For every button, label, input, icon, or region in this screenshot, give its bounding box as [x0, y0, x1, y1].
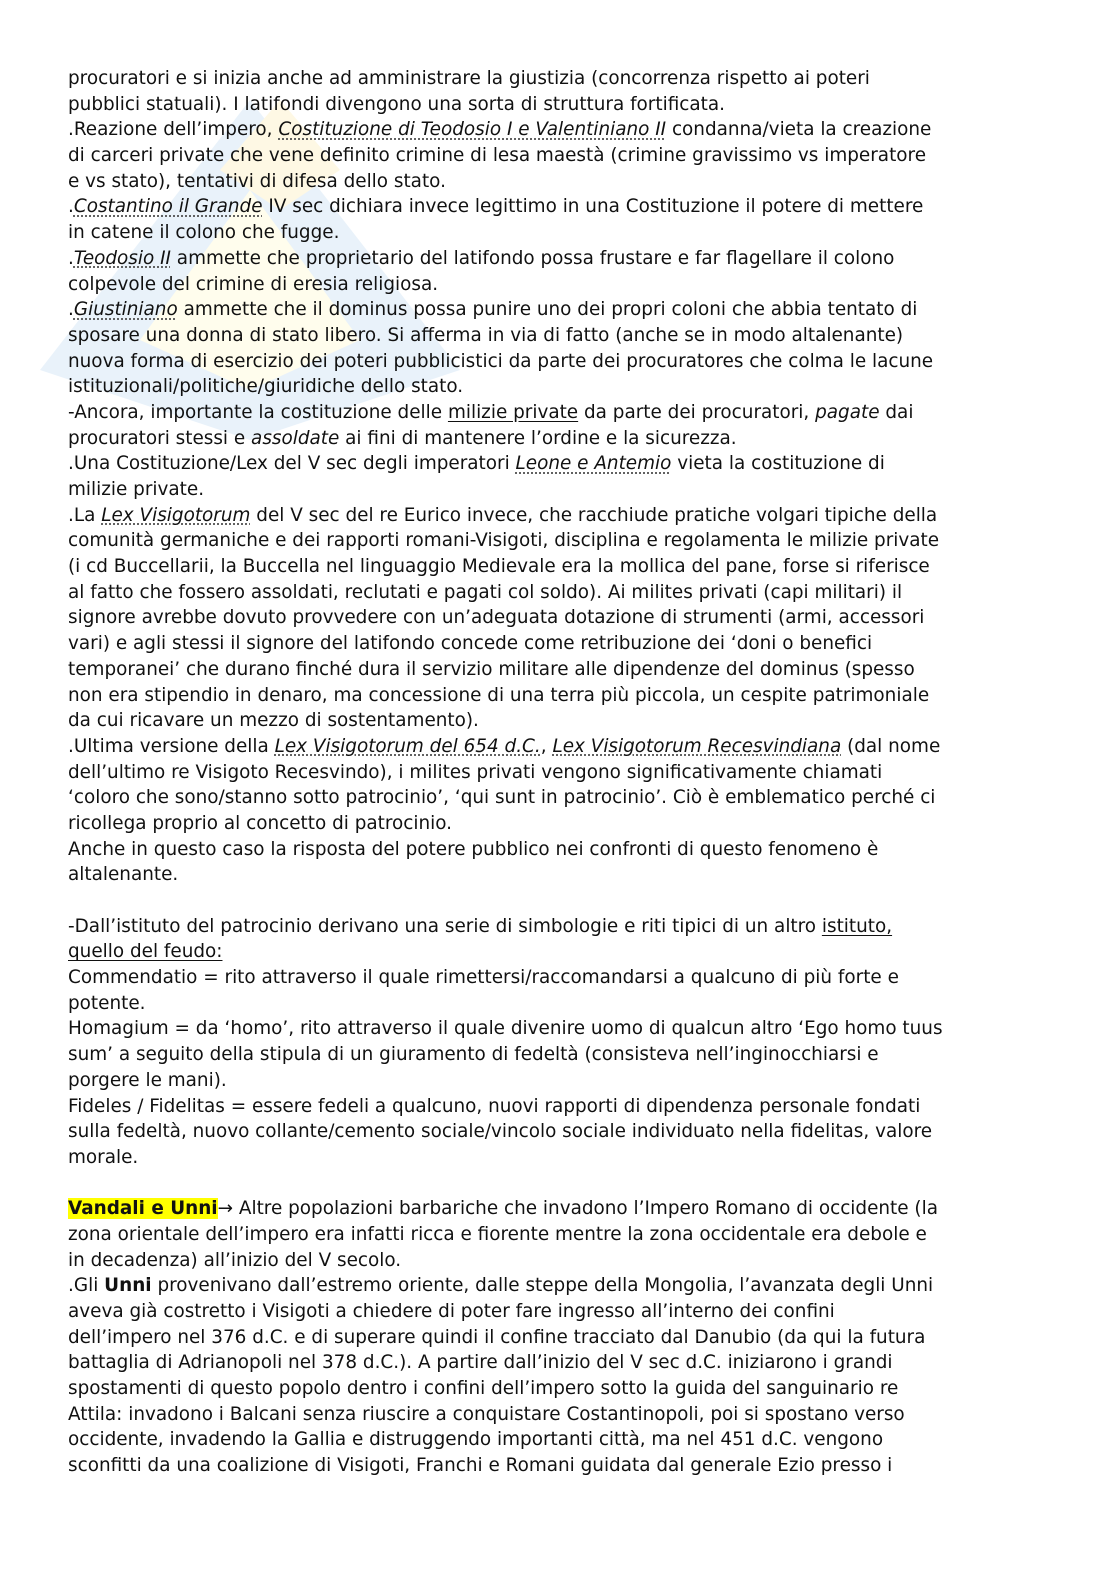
text-line: [68, 785, 1058, 811]
text-line: [68, 760, 1058, 786]
text-span: vari) e agli stessi il signore del latifondo concede come retribuzione dei ‘doni o benefici: [68, 633, 873, 655]
document-body: [68, 66, 1058, 1479]
text-span: dai: [879, 401, 914, 423]
text-span: nuova forma di esercizio dei poteri pubblicistici da parte dei procuratores che colma le lacune: [68, 350, 934, 372]
text-line: [68, 1350, 1058, 1376]
text-span: ‘coloro che sono/stanno sotto patrocinio’, ‘qui sunt in patrocinio’. Ciò è emblematico perché ci: [68, 787, 936, 809]
underlined-text: milizie private: [447, 401, 579, 423]
text-span: dell’ultimo re Visigoto Recesvindo), i milites privati vengono significativamente chiamati: [68, 761, 883, 783]
text-line: [68, 1068, 1058, 1094]
text-line: [68, 708, 1058, 734]
text-line: [68, 451, 1058, 477]
text-line: [68, 1042, 1058, 1068]
highlighted-heading: Vandali e Unni: [68, 1198, 218, 1220]
text-line: [68, 272, 1058, 298]
text-line: [68, 349, 1058, 375]
text-span: .Ultima versione della: [68, 735, 275, 757]
text-span: (i cd Buccellarii, la Buccella nel linguaggio Medievale era la mollica del pane, forse si riferisce: [68, 556, 930, 578]
text-span: del V sec del re Eurico invece, che racchiude pratiche volgari tipiche della: [250, 504, 938, 526]
text-span: provenivano dall’estremo oriente, dalle steppe della Mongolia, l’avanzata degli Unni: [151, 1275, 934, 1297]
text-line: [68, 914, 1058, 940]
text-span: Commendatio = rito attraverso il quale rimettersi/raccomandarsi a qualcuno di più forte e: [68, 967, 899, 989]
text-span: temporanei’ che durano finché dura il servizio militare alle dipendenze del dominus (spesso: [68, 658, 915, 680]
text-span: altalenante.: [68, 864, 179, 886]
text-span: .: [68, 247, 74, 269]
italic-reference: Giustiniano: [73, 299, 178, 321]
text-span: di carceri private che vene definito crimine di lesa maestà (crimine gravissimo vs imperatore: [68, 145, 927, 167]
text-span: .Una Costituzione/Lex del V sec degli imperatori: [68, 453, 516, 475]
text-span: battaglia di Adrianopoli nel 378 d.C.). A partire dall’inizio del V sec d.C. iniziarono i grandi: [68, 1352, 893, 1374]
text-span: .Gli: [68, 1275, 105, 1297]
text-line: [68, 554, 1058, 580]
text-line: [68, 1094, 1058, 1120]
text-line: [68, 1196, 1058, 1222]
italic-reference: Leone e Antemio: [515, 453, 672, 475]
text-span: occidente, invadendo la Gallia e distruggendo importanti città, ma nel 451 d.C. vengono: [68, 1429, 884, 1451]
text-span: → Altre popolazioni barbariche che invadono l’Impero Romano di occidente (la: [217, 1198, 938, 1220]
text-span: istituzionali/politiche/giuridiche dello stato.: [68, 376, 464, 398]
text-line: [68, 683, 1058, 709]
text-line: [68, 965, 1058, 991]
text-span: Homagium = da ‘homo’, rito attraverso il quale divenire uomo di qualcun altro ‘Ego homo tuus: [68, 1018, 943, 1040]
bold-text: Unni: [104, 1275, 152, 1297]
emphasis-text: assoldate: [251, 427, 340, 449]
emphasis-text: pagate: [815, 401, 880, 423]
text-span: procuratori e si inizia anche ad amministrare la giustizia (concorrenza rispetto ai poteri: [68, 68, 870, 89]
text-span: comunità germaniche e dei rapporti romani-Visigoti, disciplina e regolamenta le milizie private: [68, 530, 940, 552]
text-span: zona orientale dell’impero era infatti ricca e fiorente mentre la zona occidentale era debole e: [68, 1223, 927, 1245]
text-line: [68, 66, 1058, 92]
text-span: potente.: [68, 992, 146, 1014]
text-span: in catene il colono che fugge.: [68, 222, 340, 244]
text-line: [68, 1222, 1058, 1248]
text-line: [68, 1248, 1058, 1274]
text-line: [68, 297, 1058, 323]
text-line: [68, 143, 1058, 169]
text-span: da parte dei procuratori,: [578, 401, 816, 423]
text-span: e vs stato), tentativi di difesa dello stato.: [68, 170, 446, 192]
text-span: Fideles / Fidelitas = essere fedeli a qualcuno, nuovi rapporti di dipendenza personale fondati: [68, 1095, 921, 1117]
text-line: [68, 246, 1058, 272]
text-span: aveva già costretto i Visigoti a chiedere di poter fare ingresso all’interno dei confini: [68, 1301, 835, 1322]
text-span: dell’impero nel 376 d.C. e di superare quindi il confine tracciato dal Danubio (da qui la futura: [68, 1326, 926, 1348]
text-span: morale.: [68, 1146, 139, 1168]
text-line: [68, 1119, 1058, 1145]
italic-reference: Lex Visigotorum del 654 d.C.: [274, 735, 541, 757]
text-line: [68, 939, 1058, 965]
text-span: milizie private.: [68, 479, 205, 500]
text-line: [68, 92, 1058, 118]
text-line: [68, 811, 1058, 837]
blank-line: [68, 888, 1058, 914]
text-line: [68, 580, 1058, 606]
text-span: pubblici statuali). I latifondi divengono una sorta di struttura fortificata.: [68, 93, 725, 115]
text-span: colpevole del crimine di eresia religiosa.: [68, 273, 439, 295]
underlined-text: istituto,: [821, 915, 893, 937]
text-line: [68, 503, 1058, 529]
blank-line: [68, 1171, 1058, 1197]
text-line: [68, 1273, 1058, 1299]
text-span: ammette che il dominus possa punire uno dei propri coloni che abbia tentato di: [177, 299, 918, 321]
text-line: [68, 657, 1058, 683]
text-line: [68, 117, 1058, 143]
text-line: [68, 1453, 1058, 1479]
text-line: [68, 528, 1058, 554]
underlined-text: quello del feudo:: [68, 941, 223, 963]
text-span: .: [68, 196, 74, 218]
italic-reference: Teodosio II: [73, 247, 171, 269]
text-span: -Ancora, importante la costituzione delle: [68, 401, 448, 423]
text-line: [68, 1376, 1058, 1402]
text-line: [68, 1325, 1058, 1351]
text-line: [68, 400, 1058, 426]
text-line: [68, 1427, 1058, 1453]
text-line: [68, 194, 1058, 220]
text-line: [68, 477, 1058, 503]
text-span: al fatto che fossero assoldati, reclutati e pagati col soldo). Ai milites privati (capi militari) il: [68, 581, 903, 603]
text-span: IV sec dichiara invece legittimo in una Costituzione il potere di mettere: [262, 196, 924, 218]
text-span: sum’ a seguito della stipula di un giuramento di fedeltà (consisteva nell’inginocchiarsi e: [68, 1044, 879, 1066]
text-span: .Reazione dell’impero,: [68, 119, 279, 141]
text-line: [68, 426, 1058, 452]
text-span: ricollega proprio al concetto di patrocinio.: [68, 812, 453, 834]
text-span: .: [68, 299, 74, 321]
text-span: sconfitti da una coalizione di Visigoti, Franchi e Romani guidata dal generale Ezio presso i: [68, 1455, 893, 1477]
text-span: porgere le mani).: [68, 1069, 227, 1091]
text-span: signore avrebbe dovuto provvedere con un’adeguata dotazione di strumenti (armi, accessori: [68, 607, 925, 629]
text-span: Attila: invadono i Balcani senza riuscire a conquistare Costantinopoli, poi si spostano verso: [68, 1403, 905, 1425]
text-line: [68, 1145, 1058, 1171]
text-span: -Dall’istituto del patrocinio derivano una serie di simbologie e riti tipici di un altro: [68, 915, 822, 937]
text-line: [68, 862, 1058, 888]
text-span: Anche in questo caso la risposta del potere pubblico nei confronti di questo fenomeno è: [68, 838, 879, 860]
text-span: .La: [68, 504, 102, 526]
text-span: sposare una donna di stato libero. Si afferma in via di fatto (anche se in modo altalenante): [68, 324, 904, 346]
text-line: [68, 605, 1058, 631]
text-line: [68, 374, 1058, 400]
italic-reference: Costituzione di Teodosio I e Valentiniano II: [278, 119, 667, 141]
text-span: spostamenti di questo popolo dentro i confini dell’impero sotto la guida del sanguinario re: [68, 1378, 899, 1400]
text-span: vieta la costituzione di: [671, 453, 885, 475]
text-line: [68, 1016, 1058, 1042]
italic-reference: Lex Visigotorum: [101, 504, 251, 526]
text-span: condanna/vieta la creazione: [666, 119, 932, 141]
text-span: ,: [540, 735, 553, 757]
text-line: [68, 631, 1058, 657]
text-line: [68, 169, 1058, 195]
text-span: (dal nome: [841, 735, 941, 757]
text-line: [68, 220, 1058, 246]
text-span: procuratori stessi e: [68, 427, 252, 449]
text-line: [68, 734, 1058, 760]
text-span: ai fini di mantenere l’ordine e la sicurezza.: [339, 427, 737, 449]
italic-reference: Lex Visigotorum Recesvindiana: [552, 735, 842, 757]
text-span: sulla fedeltà, nuovo collante/cemento sociale/vincolo sociale individuato nella fidelitas, valore: [68, 1121, 933, 1143]
text-line: [68, 323, 1058, 349]
text-span: da cui ricavare un mezzo di sostentamento).: [68, 710, 479, 732]
text-span: non era stipendio in denaro, ma concessione di una terra più piccola, un cespite patrimoniale: [68, 684, 930, 706]
text-line: [68, 837, 1058, 863]
text-line: [68, 991, 1058, 1017]
text-span: in decadenza) all’inizio del V secolo.: [68, 1249, 402, 1271]
italic-reference: Costantino il Grande: [73, 196, 263, 218]
text-line: [68, 1299, 1058, 1325]
text-line: [68, 1402, 1058, 1428]
text-span: ammette che proprietario del latifondo possa frustare e far flagellare il colono: [170, 247, 895, 269]
